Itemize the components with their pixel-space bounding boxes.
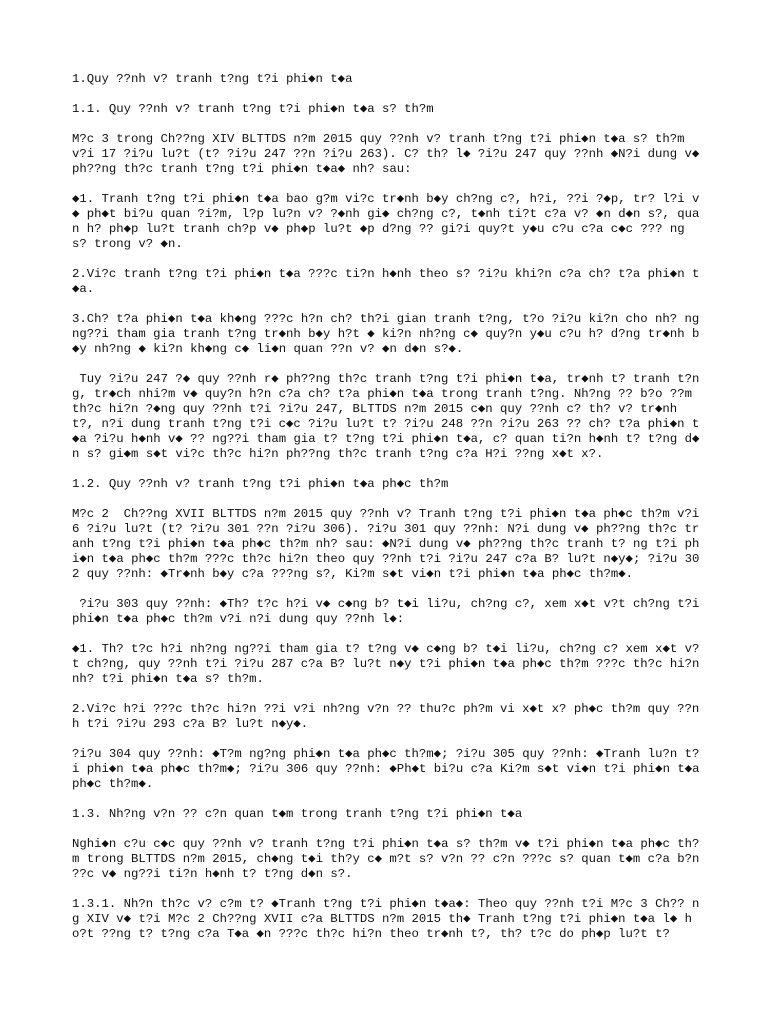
body-paragraph: Tuy ?i?u 247 ?◆ quy ??nh r◆ ph??ng th?c tranh t?ng t?i phi◆n t◆a, tr◆nh t? tranh t?ng, tr◆ch nhi?m v◆ quy?n h?n c?a ch? t?a phi◆n t◆a trong tranh t?ng. Nh?ng ?? b?o ??m th?c hi?n ?◆ng quy ??nh t?i ?i?u 247, BLTTDS n?m 2015 c◆n quy ??nh c? th? v? tr◆nh t?, n?i dung tranh t?ng t?i c◆c ?i?u lu?t t? ?i?u 248 ??n ?i?u 263 ?? ch? t?a phi◆n t◆a ?i?u h◆nh v◆ ?? ng??i tham gia t? t?ng t?i phi◆n t◆a, c? quan ti?n h◆nh t? t?ng d◆n s? gi◆m s◆t vi?c th?c hi?n ph??ng th?c tranh t?ng c?a H?i ??ng x◆t x?. [72, 372, 700, 461]
document-page [72, 72, 707, 957]
body-paragraph: ?i?u 304 quy ??nh: ◆T?m ng?ng phi◆n t◆a ph◆c th?m◆; ?i?u 305 quy ??nh: ◆Tranh lu?n t?i phi◆n t◆a ph◆c th?m◆; ?i?u 306 quy ??nh: ◆Ph◆t bi?u c?a Ki?m s◆t vi◆n t?i phi◆n t◆a ph◆c th?m◆. [72, 747, 707, 791]
subsection-heading: 1.1. Quy ??nh v? tranh t?ng t?i phi◆n t◆a s? th?m [72, 102, 434, 116]
body-paragraph: ?i?u 303 quy ??nh: ◆Th? t?c h?i v◆ c◆ng b? t◆i li?u, ch?ng c?, xem x◆t v?t ch?ng t?i phi◆n t◆a ph◆c th?m v?i n?i dung quy ??nh l◆: [72, 597, 707, 626]
body-paragraph: M?c 3 trong Ch??ng XIV BLTTDS n?m 2015 quy ??nh v? tranh t?ng t?i phi◆n t◆a s? th?m v?i 17 ?i?u lu?t (t? ?i?u 247 ??n ?i?u 263). C? th? l◆ ?i?u 247 quy ??nh ◆N?i dung v◆ ph??ng th?c tranh t?ng t?i phi◆n t◆a◆ nh? sau: [72, 132, 707, 176]
body-paragraph: M?c 2 Ch??ng XVII BLTTDS n?m 2015 quy ??nh v? Tranh t?ng t?i phi◆n t◆a ph◆c th?m v?i 6 ?i?u lu?t (t? ?i?u 301 ??n ?i?u 306). ?i?u 301 quy ??nh: N?i dung v◆ ph??ng th?c tranh t?ng t?i phi◆n t◆a ph◆c th?m nh? sau: ◆N?i dung v◆ ph??ng th?c tranh t? ng t?i phi◆n t◆a ph◆c th?m ???c th?c hi?n theo quy ??nh t?i ?i?u 247 c?a B? lu?t n◆y◆; ?i?u 302 quy ??nh: ◆Tr◆nh b◆y c?a ???ng s?, Ki?m s◆t vi◆n t?i phi◆n t◆a ph◆c th?m◆. [72, 507, 707, 581]
quoted-clause: ◆1. Th? t?c h?i nh?ng ng??i tham gia t? t?ng v◆ c◆ng b? t◆i li?u, ch?ng c? xem x◆t v?t ch?ng, quy ??nh t?i ?i?u 287 c?a B? lu?t n◆y t?i phi◆n t◆a ph◆c th?m ???c th?c hi?n nh? t?i phi◆n t◆a s? th?m. [72, 642, 707, 686]
body-paragraph: Nghi◆n c?u c◆c quy ??nh v? tranh t?ng t?i phi◆n t◆a s? th?m v◆ t?i phi◆n t◆a ph◆c th?m trong BLTTDS n?m 2015, ch◆ng t◆i th?y c◆ m?t s? v?n ?? c?n ???c s? quan t◆m c?a b?n ??c v◆ ng??i ti?n h◆nh t? t?ng d◆n s?. [72, 837, 707, 881]
body-paragraph: 1.3.1. Nh?n th?c v? c?m t? ◆Tranh t?ng t?i phi◆n t◆a◆: Theo quy ??nh t?i M?c 3 Ch?? ng XIV v◆ t?i M?c 2 Ch??ng XVII c?a BLTTDS n?m 2015 th◆ Tranh t?ng t?i phi◆n t◆a l◆ ho?t ??ng t? t?ng c?a T◆a ◆n ???c th?c hi?n theo tr◆nh t?, th? t?c do ph◆p lu?t t? [72, 897, 700, 941]
section-heading: 1.Quy ??nh v? tranh t?ng t?i phi◆n t◆a [72, 72, 353, 86]
quoted-clause: 2.Vi?c h?i ???c th?c hi?n ??i v?i nh?ng v?n ?? thu?c ph?m vi x◆t x? ph◆c th?m quy ??nh t?i ?i?u 293 c?a B? lu?t n◆y◆. [72, 702, 700, 731]
subsection-heading: 1.3. Nh?ng v?n ?? c?n quan t◆m trong tranh t?ng t?i phi◆n t◆a [72, 807, 523, 821]
subsection-heading: 1.2. Quy ??nh v? tranh t?ng t?i phi◆n t◆a ph◆c th?m [72, 477, 449, 491]
quoted-clause: ◆1. Tranh t?ng t?i phi◆n t◆a bao g?m vi?c tr◆nh b◆y ch?ng c?, h?i, ??i ?◆p, tr? l?i v◆ ph◆t bi?u quan ?i?m, l?p lu?n v? ?◆nh gi◆ ch?ng c?, t◆nh ti?t c?a v? ◆n d◆n s?, quan h? ph◆p lu?t tranh ch?p v◆ ph◆p lu?t ◆p d?ng ?? gi?i quy?t y◆u c?u c?a c◆c ??? ng s? trong v? ◆n. [72, 192, 700, 251]
quoted-clause: 2.Vi?c tranh t?ng t?i phi◆n t◆a ???c ti?n h◆nh theo s? ?i?u khi?n c?a ch? t?a phi◆n t◆a. [72, 267, 700, 296]
quoted-clause: 3.Ch? t?a phi◆n t◆a kh◆ng ???c h?n ch? th?i gian tranh t?ng, t?o ?i?u ki?n cho nh? ng ng??i tham gia tranh t?ng tr◆nh b◆y h?t ◆ ki?n nh?ng c◆ quy?n y◆u c?u h? d?ng tr◆nh b◆y nh?ng ◆ ki?n kh◆ng c◆ li◆n quan ??n v? ◆n d◆n s?◆. [72, 312, 707, 356]
